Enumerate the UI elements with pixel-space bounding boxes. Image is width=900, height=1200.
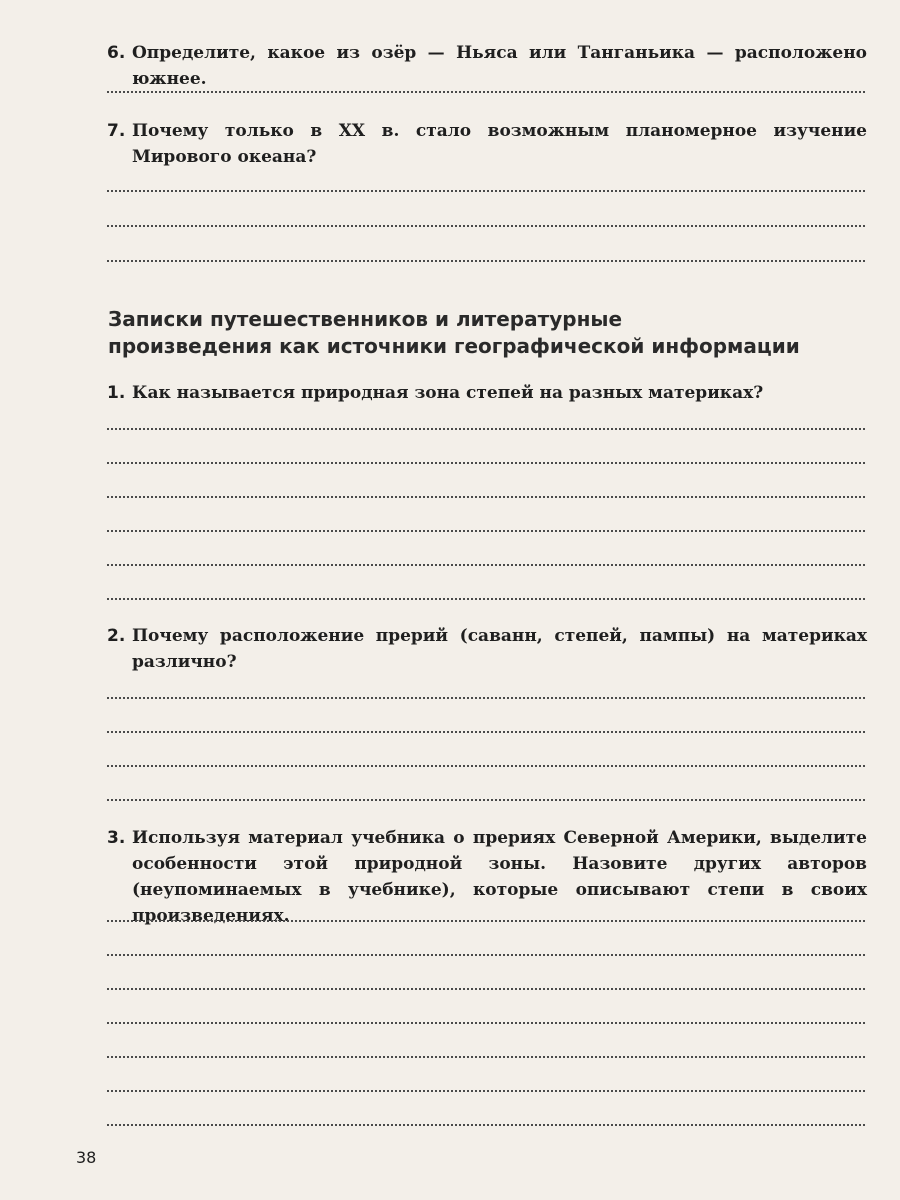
answer-line[interactable] — [107, 765, 865, 767]
section-heading-line-2: произведения как источники географической информации — [108, 334, 800, 358]
section-heading-line-1: Записки путешественников и литературные — [108, 307, 623, 331]
answer-line[interactable] — [107, 1056, 865, 1058]
answer-line[interactable] — [107, 1022, 865, 1024]
question-text: Используя материал учебника о прериях Северной Америки, выделите особенности этой природной зоны. Назовите других авторов (неупоминаемых в учебнике), которые описывают степи в своих произведениях. — [132, 828, 867, 926]
answer-line[interactable] — [107, 260, 865, 262]
answer-line[interactable] — [107, 954, 865, 956]
answer-line[interactable] — [107, 920, 865, 922]
question-text: Определите, какое из озёр — Ньяса или Танганьика — расположено южнее. — [132, 43, 867, 89]
question-6 — [107, 40, 867, 92]
question-number: 7. — [107, 121, 126, 141]
answer-line[interactable] — [107, 462, 865, 464]
question-number: 2. — [107, 626, 126, 646]
question-number: 3. — [107, 828, 126, 848]
answer-line[interactable] — [107, 530, 865, 532]
section-question-2 — [107, 623, 867, 675]
answer-line[interactable] — [107, 697, 865, 699]
answer-line[interactable] — [107, 731, 865, 733]
answer-line[interactable] — [107, 988, 865, 990]
section-question-3 — [107, 825, 867, 929]
answer-line[interactable] — [107, 564, 865, 566]
page-number: 38 — [76, 1148, 97, 1167]
question-text: Как называется природная зона степей на разных материках? — [132, 383, 764, 403]
question-7 — [107, 118, 867, 170]
question-number: 6. — [107, 43, 126, 63]
section-heading — [108, 306, 838, 360]
answer-line[interactable] — [107, 91, 865, 93]
answer-line[interactable] — [107, 598, 865, 600]
answer-line[interactable] — [107, 1124, 865, 1126]
answer-line[interactable] — [107, 428, 865, 430]
answer-line[interactable] — [107, 1090, 865, 1092]
answer-line[interactable] — [107, 496, 865, 498]
question-number: 1. — [107, 383, 126, 403]
question-text: Почему расположение прерий (саванн, степей, пампы) на материках различно? — [132, 626, 867, 672]
answer-line[interactable] — [107, 799, 865, 801]
answer-line[interactable] — [107, 225, 865, 227]
question-text: Почему только в XX в. стало возможным планомерное изучение Мирового океана? — [132, 121, 867, 167]
answer-line[interactable] — [107, 190, 865, 192]
section-question-1 — [107, 380, 867, 406]
